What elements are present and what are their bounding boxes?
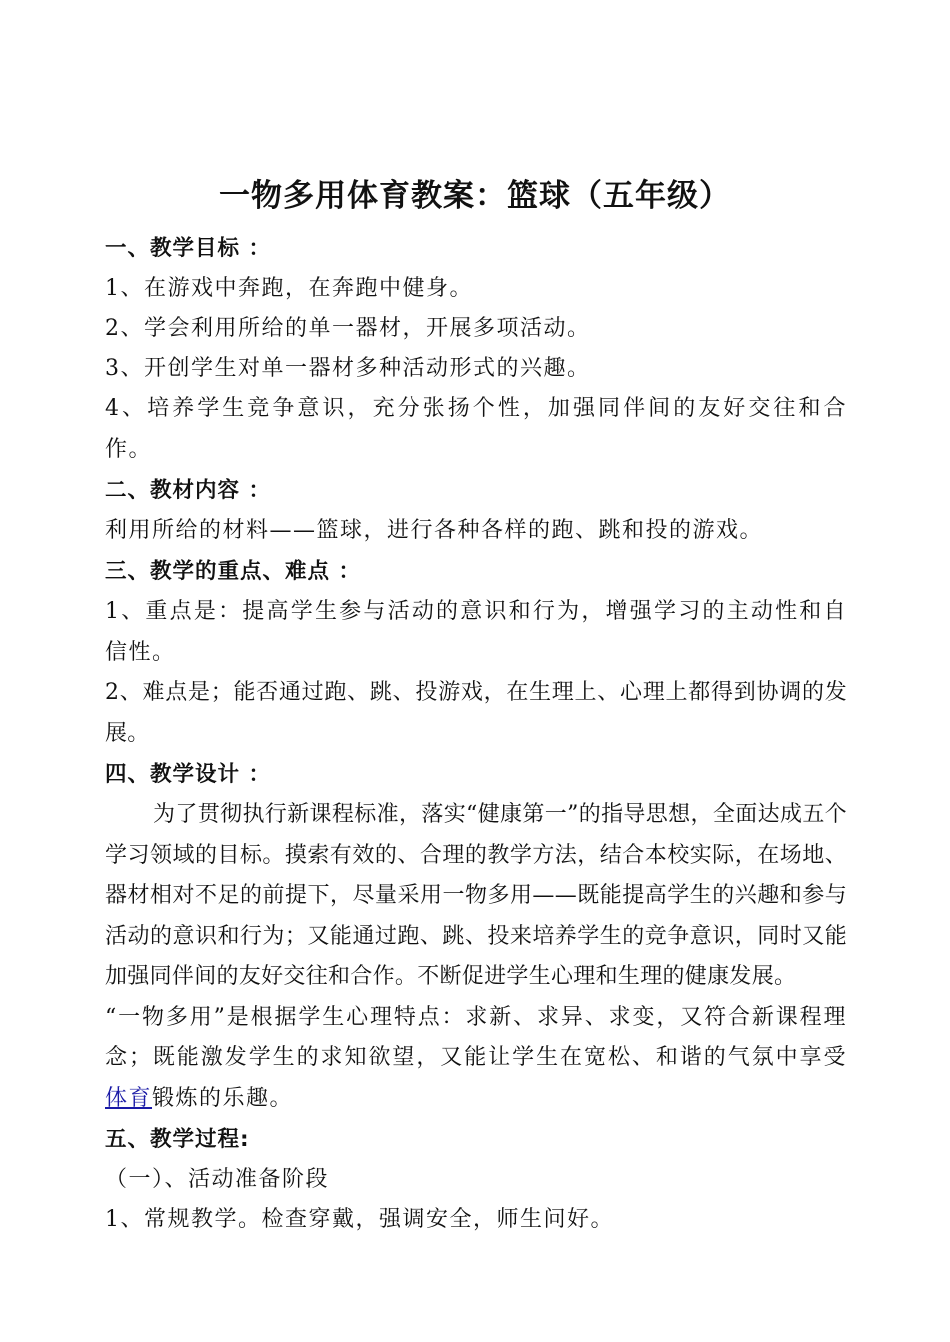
- pe-link[interactable]: 体育: [105, 1085, 153, 1111]
- goal-item: 1、在游戏中奔跑，在奔跑中健身。: [105, 276, 473, 301]
- section-heading-key-points: 三、教学的重点、难点 ：: [105, 559, 361, 584]
- section-heading-goals: 一、教学目标 ：: [105, 236, 271, 261]
- document-body: [105, 228, 847, 1240]
- goal-item: 4、培养学生竞争意识，充分张扬个性，加强同伴间的友好交往和合作。: [105, 396, 847, 462]
- material-text: 利用所给的材料——篮球，进行各种各样的跑、跳和投的游戏。: [105, 518, 764, 543]
- section-heading-design: 四、教学设计 ：: [105, 762, 271, 787]
- design-paragraph: 为了贯彻执行新课程标准，落实“健康第一”的指导思想，全面达成五个学习领域的目标。摸索有效的、合理的教学方法，结合本校实际，在场地、器材相对不足的前提下，尽量采用一物多用——既能提高学生的兴趣和参与活动的意识和行为；又能通过跑、跳、投来培养学生的竞争意识，同时又能加强同伴间的友好交往和合作。不断促进学生心理和生理的健康发展。: [105, 802, 847, 989]
- section-heading-material: 二、教材内容 ：: [105, 478, 271, 503]
- key-point-item: 1、重点是：提高学生参与活动的意识和行为，增强学习的主动性和自信性。: [105, 599, 847, 665]
- process-stage: （一）、活动准备阶段: [105, 1167, 330, 1192]
- goal-item: 2、学会利用所给的单一器材，开展多项活动。: [105, 316, 591, 341]
- design-paragraph-2: [105, 998, 847, 1120]
- design-paragraph-2-end: 锻炼的乐趣。: [152, 1085, 294, 1111]
- goal-item: 3、开创学生对单一器材多种活动形式的兴趣。: [105, 356, 591, 381]
- design-paragraph-2-text: “一物多用”是根据学生心理特点：求新、求异、求变，又符合新课程理念；既能激发学生的求知欲望，又能让学生在宽松、和谐的气氛中享受: [105, 1004, 847, 1070]
- section-heading-process: 五、教学过程:: [105, 1127, 250, 1152]
- process-item: 1、常规教学。检查穿戴，强调安全，师生问好。: [105, 1207, 614, 1232]
- document-title: 一物多用体育教案：篮球（五年级）: [219, 178, 731, 214]
- key-point-item: 2、难点是；能否通过跑、跳、投游戏，在生理上、心理上都得到协调的发展。: [105, 680, 847, 746]
